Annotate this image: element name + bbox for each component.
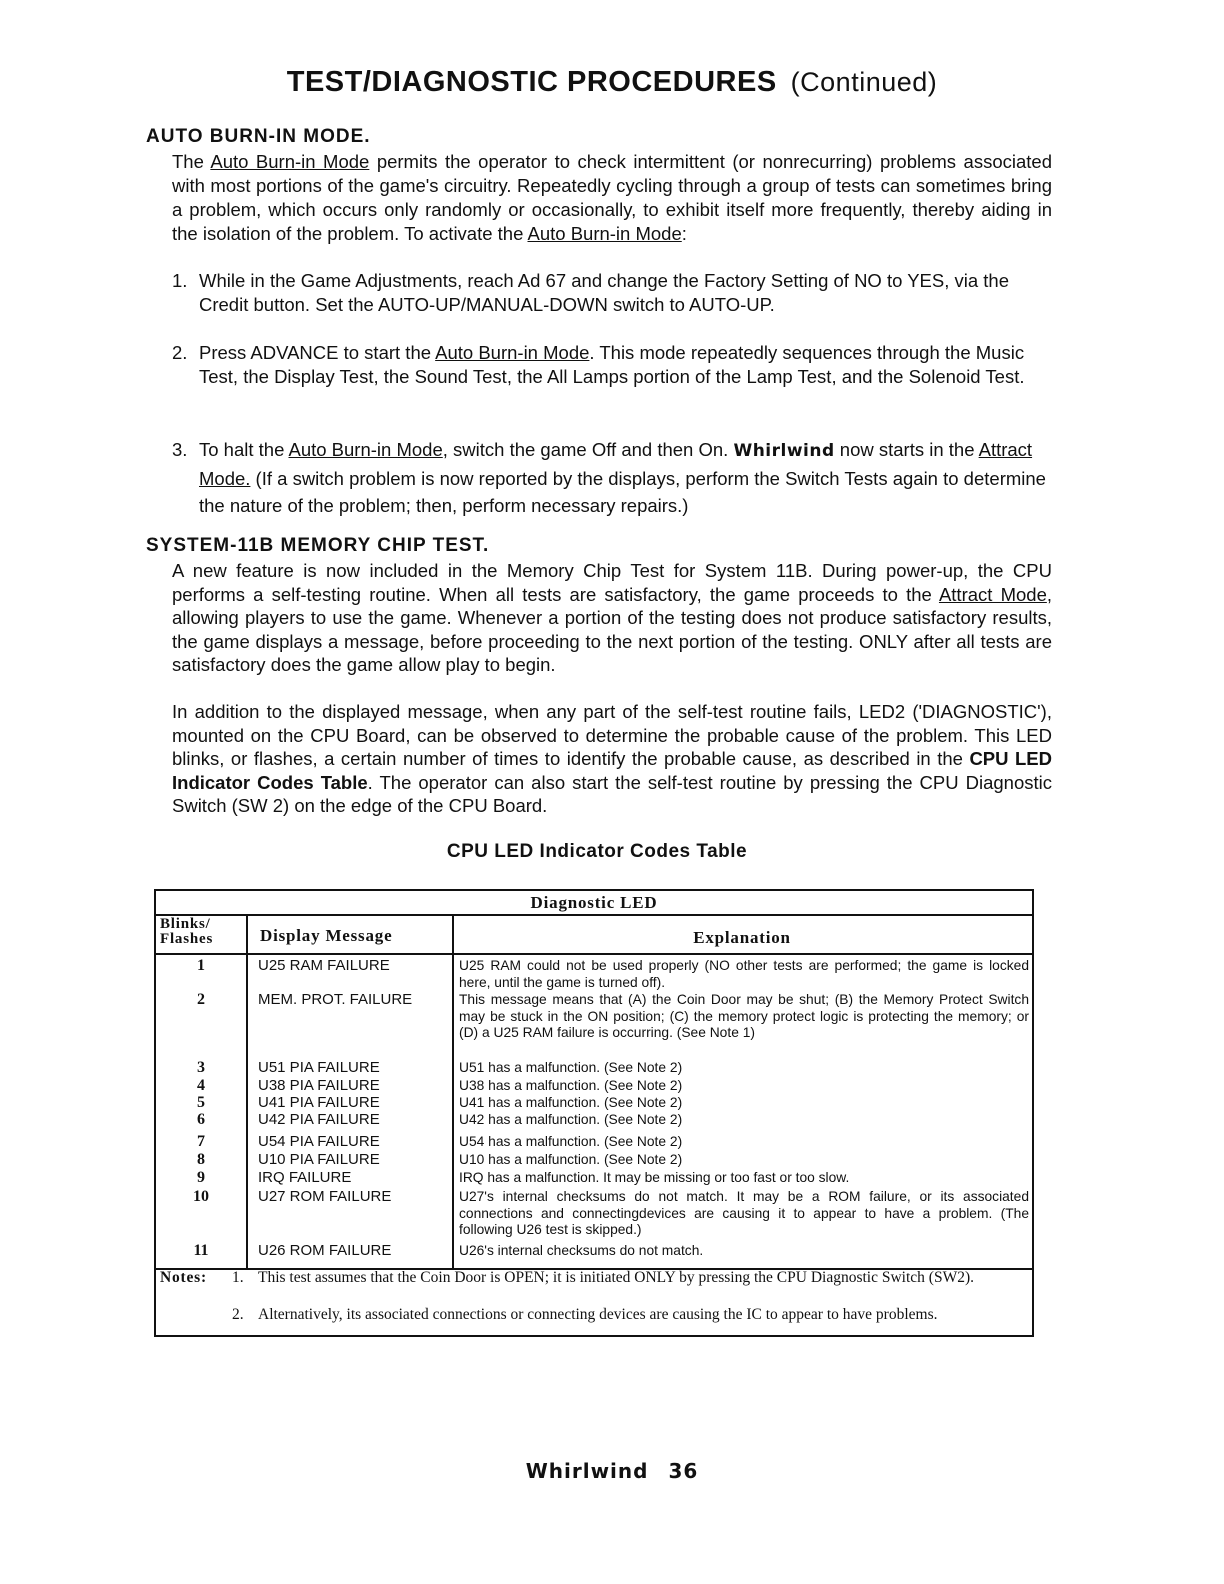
footer-brand: Whirlwind	[525, 1459, 649, 1483]
note-text: This test assumes that the Coin Door is OPEN; it is initiated ONLY by pressing the CPU Diagnostic Switch (SW2).	[258, 1269, 974, 1286]
step-text	[199, 436, 1062, 519]
row-message: U51 PIA FAILURE	[258, 1059, 380, 1076]
game-brand-name: Whirlwind	[733, 441, 835, 461]
col-header-blinks-line: Flashes	[160, 931, 214, 947]
memory-test-heading: SYSTEM-11B MEMORY CHIP TEST.	[146, 535, 490, 556]
row-blinks: 3	[197, 1059, 205, 1076]
row-message: U27 ROM FAILURE	[258, 1188, 392, 1205]
row-explanation: U42 has a malfunction. (See Note 2)	[459, 1112, 683, 1127]
auto-burn-in-link: Auto Burn-in Mode	[288, 439, 443, 460]
table-title: CPU LED Indicator Codes Table	[446, 841, 748, 862]
col-header-blinks	[160, 917, 213, 947]
auto-burn-in-intro	[172, 150, 1052, 246]
page-number: 36	[668, 1459, 699, 1483]
table-divider	[452, 914, 454, 1268]
row-blinks: 7	[197, 1133, 205, 1150]
note-number: 2.	[232, 1306, 244, 1323]
auto-burn-in-link: Auto Burn-in Mode	[435, 342, 590, 363]
para-text: A new feature is now included in the Memory Chip Test for System 11B. During power-up, the CPU performs a self-testing routine. When all tests are satisfactory, the game proceeds to the	[172, 560, 1052, 605]
row-blinks: 9	[197, 1169, 205, 1186]
row-message: U25 RAM FAILURE	[258, 957, 390, 974]
row-message: U26 ROM FAILURE	[258, 1242, 392, 1259]
table-divider	[156, 953, 1032, 955]
notes-label: Notes:	[160, 1269, 207, 1286]
auto-burn-in-link: Auto Burn-in Mode	[210, 151, 370, 172]
row-message: U42 PIA FAILURE	[258, 1111, 380, 1128]
row-blinks: 2	[197, 991, 205, 1008]
group-header: Diagnostic LED	[530, 893, 658, 912]
row-explanation: U25 RAM could not be used properly (NO other tests are performed; the game is locked here, until the game is turned off).	[459, 958, 1029, 990]
attract-mode-link: Attract Mode	[938, 583, 1047, 605]
step-2	[172, 341, 1062, 389]
row-blinks: 1	[197, 957, 205, 974]
para-text: . The operator can also start the self-test routine by pressing the CPU Diagnostic Switch (SW 2) on the edge of the CPU Board.	[172, 771, 1052, 816]
note-text: Alternatively, its associated connections or connecting devices are causing the IC to appear to have problems.	[258, 1306, 938, 1323]
row-message: U10 PIA FAILURE	[258, 1151, 380, 1168]
table-divider	[246, 914, 248, 1268]
row-blinks: 4	[197, 1077, 205, 1094]
row-message: MEM. PROT. FAILURE	[258, 991, 413, 1008]
memory-test-para-1	[172, 559, 1052, 677]
step-number: 1.	[172, 270, 188, 291]
step-text-part: Press ADVANCE to start the	[199, 342, 436, 363]
row-message: U54 PIA FAILURE	[258, 1133, 380, 1150]
row-explanation: IRQ has a malfunction. It may be missing or too fast or too slow.	[459, 1170, 850, 1185]
para-text: , allowing players to use the game. Whenever a portion of the testing does not produce satisfactory results, the game displays a message, before proceeding to the next portion of the testing. ONLY after all tests are satisfactory does the game allow play to begin.	[172, 583, 1052, 675]
step-text-part: now starts in the	[834, 439, 979, 460]
row-blinks: 5	[197, 1094, 205, 1111]
table-divider	[156, 914, 1032, 916]
row-message: IRQ FAILURE	[258, 1169, 352, 1186]
row-blinks: 10	[193, 1188, 209, 1205]
row-message: U41 PIA FAILURE	[258, 1094, 380, 1111]
auto-burn-in-heading: AUTO BURN-IN MODE.	[146, 126, 371, 147]
row-explanation: This message means that (A) the Coin Door may be shut; (B) the Memory Protect Switch may be stuck in the ON position; (C) the memory protect logic is protecting the memory; or (D) a U25 RAM failure is occurring. (See Note 1)	[459, 992, 1029, 1040]
step-1	[172, 269, 1062, 317]
memory-test-para-2	[172, 700, 1052, 818]
step-text-part: . This mode repeatedly sequences through the Music Test, the Display Test, the Sound Test, the All Lamps portion of the Lamp Test, and the Solenoid Test.	[199, 342, 1025, 387]
row-explanation: U51 has a malfunction. (See Note 2)	[459, 1060, 683, 1075]
cpu-led-codes-table	[154, 889, 1034, 1337]
row-blinks: 6	[197, 1111, 205, 1128]
intro-text: :	[681, 223, 687, 244]
row-explanation: U54 has a malfunction. (See Note 2)	[459, 1134, 683, 1149]
para-text: In addition to the displayed message, when any part of the self-test routine fails, LED2 ('DIAGNOSTIC'), mounted on the CPU Board, can be observed to determine the probable cause of the problem. This LED blinks, or flashes, a certain number of times to identify the probable cause, as described in the	[172, 701, 1052, 769]
step-text	[199, 341, 1062, 389]
row-explanation: U10 has a malfunction. (See Note 2)	[459, 1152, 683, 1167]
col-header-blinks-line: Blinks/	[160, 916, 211, 932]
page-title-sub: (Continued)	[790, 67, 938, 97]
intro-text: permits the operator to check intermittent (or nonrecurring) problems associated with most portions of the game's circuitry. Repeatedly cycling through a group of tests can sometimes bring a problem, which occurs only randomly or occasionally, to exhibit itself more frequently, thereby aiding in the isolation of the problem. To activate the	[172, 151, 1052, 244]
col-header-message: Display Message	[260, 926, 393, 945]
step-3	[172, 436, 1062, 519]
row-explanation: U27's internal checksums do not match. It may be a ROM failure, or its associated connections and connectingdevices are causing it to appear to have a problem. (The following U26 test is skipped.)	[459, 1189, 1029, 1237]
table-reference: CPU LED Indicator Codes Table	[172, 748, 1052, 793]
step-number: 2.	[172, 342, 188, 363]
step-text-part: (If a switch problem is now reported by the displays, perform the Switch Tests again to determine the nature of the problem; then, perform necessary repairs.)	[199, 468, 1046, 516]
attract-mode-link: Attract Mode.	[199, 439, 1033, 489]
row-blinks: 8	[197, 1151, 205, 1168]
note-number: 1.	[232, 1269, 244, 1286]
page-footer	[0, 1459, 1224, 1483]
page-title	[0, 66, 1224, 99]
row-explanation: U38 has a malfunction. (See Note 2)	[459, 1078, 683, 1093]
intro-text: The	[172, 151, 211, 172]
step-text: While in the Game Adjustments, reach Ad 67 and change the Factory Setting of NO to YES, via the Credit button. Set the AUTO-UP/MANUAL-DOWN switch to AUTO-UP.	[199, 270, 1009, 315]
step-text-part: To halt the	[199, 439, 289, 460]
page-title-main: TEST/DIAGNOSTIC PROCEDURES	[286, 66, 777, 98]
step-number: 3.	[172, 439, 188, 460]
row-message: U38 PIA FAILURE	[258, 1077, 380, 1094]
step-text-part: , switch the game Off and then On.	[442, 439, 734, 460]
col-header-explanation: Explanation	[693, 928, 791, 947]
row-blinks: 11	[193, 1242, 209, 1259]
row-explanation: U26's internal checksums do not match.	[459, 1243, 704, 1258]
row-explanation: U41 has a malfunction. (See Note 2)	[459, 1095, 683, 1110]
auto-burn-in-link: Auto Burn-in Mode	[527, 223, 682, 244]
